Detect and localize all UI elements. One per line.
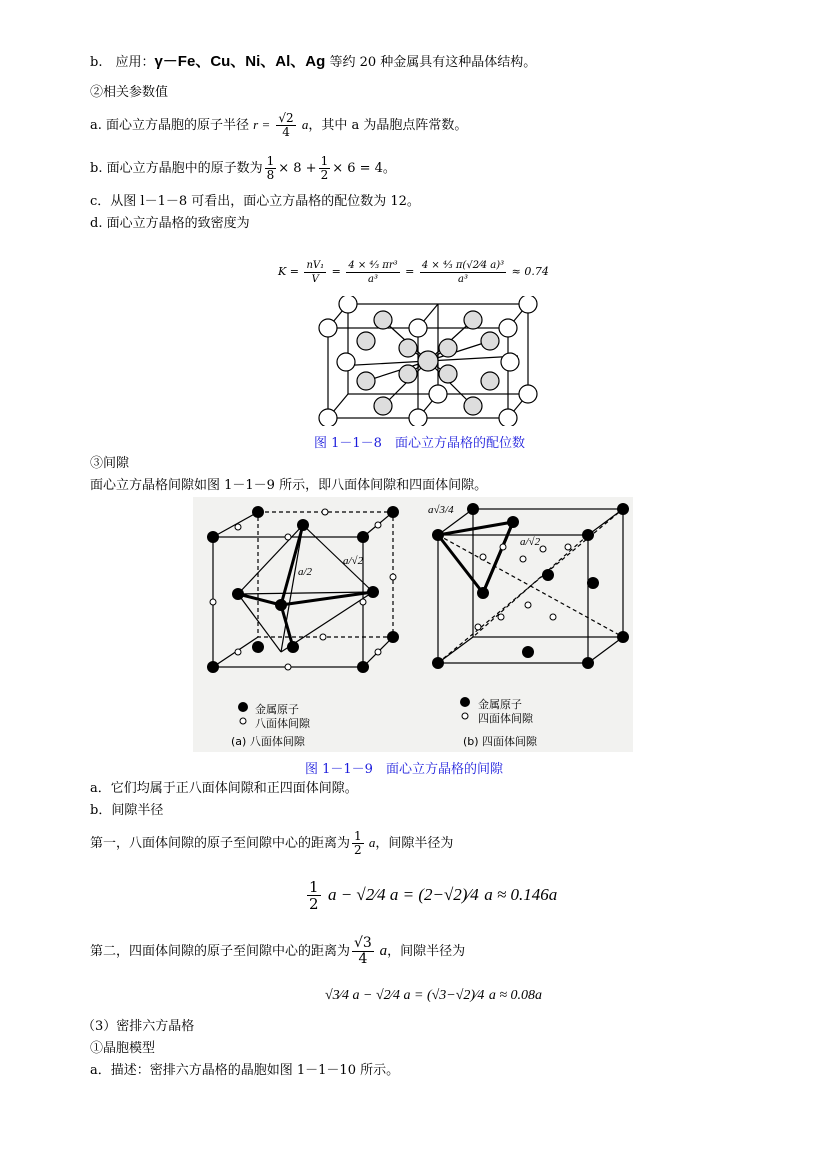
- gap-radius-heading: b．间隙半径: [90, 803, 164, 818]
- dv-den: V: [311, 273, 319, 285]
- fig9a-label: (a) 八面体间隙: [231, 735, 305, 748]
- radius-den: 4: [282, 125, 290, 139]
- tet-dist-den: 4: [358, 951, 368, 967]
- octahedral-distance-line: 第一，八面体间隙的原子至间隙中心的距离为 $\frac{1}{2}$ a，间隙半径为: [90, 829, 454, 857]
- dm-den: a³: [368, 273, 378, 285]
- first-suffix: ，间隙半径为: [375, 836, 454, 851]
- dr-den: a³: [458, 273, 468, 285]
- density-frac-right: [420, 259, 506, 286]
- coordination-line: c．从图 l－1－8 可看出，面心立方晶格的配位数为 12。: [90, 194, 420, 209]
- radius-num: √2: [278, 111, 294, 125]
- octahedral-radius-formula: [305, 878, 557, 912]
- fig8-caption: 图 1－1－8 面心立方晶格的配位数: [314, 436, 525, 451]
- fig9b-legend-gap: 四面体间隙: [478, 712, 533, 725]
- tet-dist-fraction: [352, 936, 374, 967]
- oct-half-num: 1: [309, 878, 319, 896]
- hcp-description: a．描述：密排六方晶格的晶胞如图 1－1－10 所示。: [90, 1063, 400, 1078]
- radius-a: a: [301, 117, 309, 132]
- f2-den: 2: [320, 168, 329, 182]
- fig9b-dim-sqrt3: a√3/4: [428, 504, 454, 516]
- f2-num: 1: [320, 154, 329, 168]
- radius-line: [90, 108, 467, 142]
- fig9b-legend-metal: 金属原子: [478, 698, 522, 711]
- oct-expr: a − √2⁄4 a = (2−√2)⁄4: [327, 885, 479, 904]
- oct-half-den: 2: [309, 895, 319, 913]
- f1-num: 1: [266, 154, 275, 168]
- frac-one-half: [319, 155, 331, 182]
- gap-heading: ③间隙: [90, 456, 130, 471]
- tetrahedral-radius-formula: [325, 978, 542, 1012]
- hcp-heading: （3）密排六方晶格: [82, 1019, 195, 1034]
- density-formula: K = $\frac{\text{nV₁}}{V}$ = $\frac{\text{4 × ⁴⁄₃ πr³}}{\text{a³}}$ = $\frac{\text{4 × ⁴⁄₃ π(√2⁄4 a)³}}{\text{a³}}$ ≈ 0.74: [278, 259, 549, 285]
- application-prefix: b. 应用：: [90, 55, 155, 70]
- oct-half: [307, 879, 321, 912]
- application-suffix: 等约 20 种金属具有这种晶体结构。: [329, 55, 537, 70]
- tet-expr: √3⁄4 a − √2⁄4 a = (√3−√2)⁄4: [325, 988, 485, 1003]
- radius-suffix: ，其中 a 为晶胞点阵常数。: [308, 118, 468, 133]
- dm-num: 4 × ⁴⁄₃ πr³: [348, 259, 398, 271]
- first-prefix: 第一，八面体间隙的原子至间隙中心的距离为: [90, 836, 351, 851]
- fig9a-dim-sqrt2: a/√2: [343, 555, 364, 567]
- gap-description: 面心立方晶格间隙如图 1－1－9 所示，即八面体间隙和四面体间隙。: [90, 478, 488, 493]
- density-line: d. 面心立方晶格的致密度为: [90, 216, 250, 231]
- tet-dist-num: √3: [354, 935, 372, 951]
- f1-den: 8: [266, 168, 275, 182]
- cell-model-heading: ①晶胞模型: [90, 1041, 156, 1056]
- radius-fraction: [276, 112, 295, 139]
- tet-result: a ≈ 0.08a: [488, 988, 543, 1003]
- fig9-caption: 图 1－1－9 面心立方晶格的间隙: [305, 762, 503, 777]
- count-expr2: × 6 = 4。: [332, 161, 396, 176]
- fig9a-octahedral-diagram: [193, 497, 413, 752]
- density-frac-v: [304, 259, 326, 286]
- count-prefix: b. 面心立方晶胞中的原子数为: [90, 161, 263, 176]
- fig8-coordination-diagram: [318, 296, 542, 426]
- radius-prefix: a. 面心立方晶胞的原子半径: [90, 118, 250, 133]
- fig9-panel: [193, 497, 633, 752]
- count-line: [90, 152, 396, 186]
- application-line: [90, 53, 536, 72]
- half-den: 2: [354, 843, 362, 857]
- density-result: ≈ 0.74: [511, 265, 549, 278]
- regular-gap-line: a．它们均属于正八面体间隙和正四面体间隙。: [90, 781, 358, 796]
- fig9a-legend-metal: 金属原子: [255, 703, 299, 716]
- dr-num: 4 × ⁴⁄₃ π(√2⁄4 a)³: [421, 259, 505, 271]
- metals-list: γ－Fe、Cu、Ni、Al、Ag: [154, 53, 326, 70]
- count-expr: × 8 +: [278, 161, 317, 176]
- fig9b-label: (b) 四面体间隙: [463, 735, 538, 748]
- params-heading: ②相关参数值: [90, 85, 169, 100]
- oct-result: a ≈ 0.146a: [484, 885, 558, 904]
- dv-num: nV₁: [306, 259, 325, 271]
- fig9a-dim-half: a/2: [298, 566, 313, 578]
- frac-one-eighth: [265, 155, 277, 182]
- density-frac-mid: [346, 259, 399, 286]
- half-fraction: [352, 830, 364, 857]
- fig9a-legend-gap: 八面体间隙: [255, 717, 310, 730]
- second-suffix: ，间隙半径为: [387, 944, 466, 959]
- density-k: K =: [278, 265, 299, 278]
- second-prefix: 第二，四面体间隙的原子至间隙中心的距离为: [90, 944, 351, 959]
- half-num: 1: [354, 829, 362, 843]
- fig9b-dim-sqrt2: a/√2: [520, 536, 541, 548]
- radius-symbol: r =: [253, 117, 271, 132]
- tetrahedral-distance-line: 第二，四面体间隙的原子至间隙中心的距离为 $\frac{√3}{4}$ a，间隙半径为: [90, 935, 466, 967]
